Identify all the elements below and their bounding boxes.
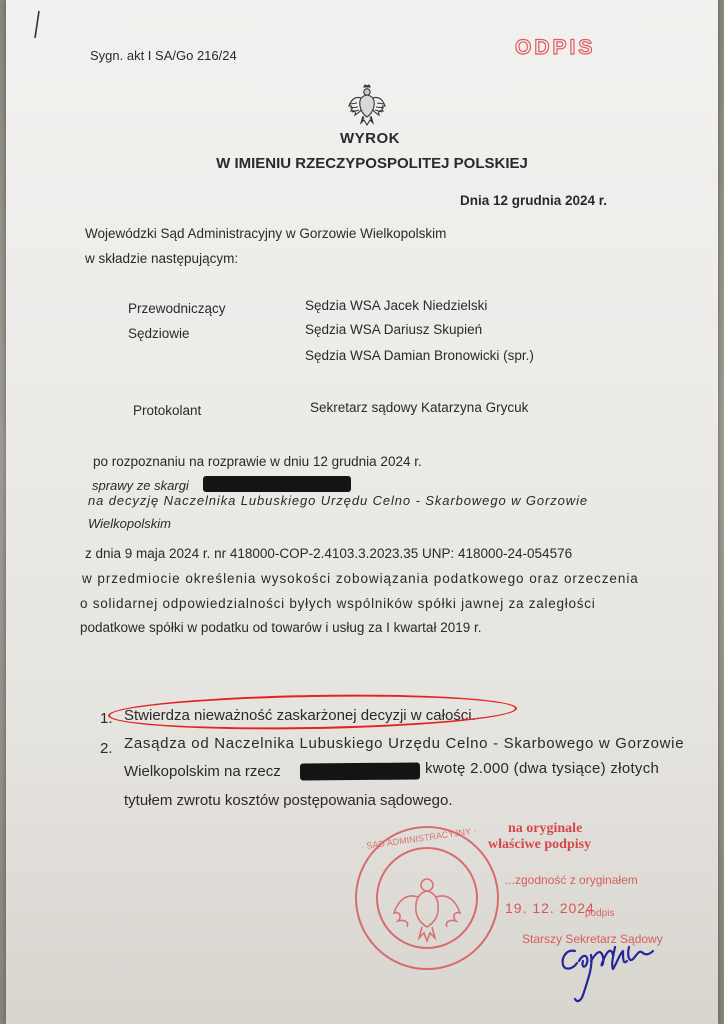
panel-person-judge-2: Sędzia WSA Damian Bronowicki (spr.): [305, 348, 534, 363]
eagle-emblem-icon: [347, 84, 387, 126]
subject-line-2: o solidarnej odpowiedzialności byłych wspólników spółki jawnej za zaległości: [80, 596, 596, 611]
panel-role-chair: Przewodniczący: [128, 301, 226, 316]
complaint-line: sprawy ze skargi: [92, 478, 189, 493]
secretary-title: Starszy Sekretarz Sądowy: [522, 932, 663, 946]
panel-role-clerk: Protokolant: [133, 403, 202, 418]
redacted-complainant-name: [203, 476, 351, 492]
ruling-item-2-line-2a: Wielkopolskim na rzecz: [124, 763, 281, 780]
court-name: Wojewódzki Sąd Administracyjny w Gorzowie Wielkopolskim: [85, 226, 447, 241]
panel-person-clerk: Sekretarz sądowy Katarzyna Grycuk: [310, 400, 529, 415]
hearing-line: po rozpoznaniu na rozprawie w dniu 12 grudnia 2024 r.: [93, 454, 422, 469]
original-signatures-note-1: na oryginale: [508, 821, 583, 836]
stamp-date: 19. 12. 2024: [505, 900, 595, 916]
case-reference: Sygn. akt I SA/Go 216/24: [90, 48, 237, 63]
ruling-item-2-number: 2.: [100, 740, 113, 757]
composition-intro: w składzie następującym:: [85, 251, 239, 266]
conformity-note: ...zgodność z oryginałem: [505, 873, 638, 887]
redacted-beneficiary-name: [300, 762, 420, 780]
handwritten-signature: [553, 925, 673, 1010]
document-subtitle: W IMIENIU RZECZYPOSPOLITEJ POLSKIEJ: [216, 155, 528, 172]
original-signatures-note-2: właściwe podpisy: [488, 837, 592, 852]
judgment-date: Dnia 12 grudnia 2024 r.: [460, 193, 608, 208]
copy-stamp: ODPIS: [515, 36, 596, 59]
panel-person-judge-1: Sędzia WSA Dariusz Skupień: [305, 322, 483, 337]
decision-line-2: Wielkopolskim: [88, 516, 171, 531]
subject-line-1: w przedmiocie określenia wysokości zobowiązania podatkowego oraz orzeczenia: [82, 571, 639, 586]
decision-reference: z dnia 9 maja 2024 r. nr 418000-COP-2.4103.3.2023.35 UNP: 418000-24-054576: [85, 546, 573, 561]
pen-mark: [33, 10, 41, 40]
document-title: WYROK: [340, 130, 400, 147]
court-seal-stamp: [352, 823, 502, 973]
ruling-item-2-line-2b: kwotę 2.000 (dwa tysiące) złotych: [425, 760, 660, 777]
svg-text:· SĄD ADMINISTRACYJNY ·: · SĄD ADMINISTRACYJNY ·: [360, 825, 477, 852]
ruling-item-2-line-1: Zasądza od Naczelnika Lubuskiego Urzędu Celno - Skarbowego w Gorzowie: [124, 735, 685, 752]
signature-label: podpis: [585, 908, 615, 919]
panel-person-chair: Sędzia WSA Jacek Niedzielski: [305, 298, 488, 313]
decision-line-1: na decyzję Naczelnika Lubuskiego Urzędu Celno - Skarbowego w Gorzowie: [88, 493, 588, 508]
ruling-item-1-text: Stwierdza nieważność zaskarżonej decyzji w całości.: [124, 707, 476, 724]
ruling-item-2-line-3: tytułem zwrotu kosztów postępowania sądowego.: [124, 792, 453, 809]
ruling-item-1-number: 1.: [100, 710, 113, 727]
subject-line-3: podatkowe spółki w podatku od towarów i usług za I kwartał 2019 r.: [80, 620, 482, 635]
panel-role-judges: Sędziowie: [128, 326, 190, 341]
